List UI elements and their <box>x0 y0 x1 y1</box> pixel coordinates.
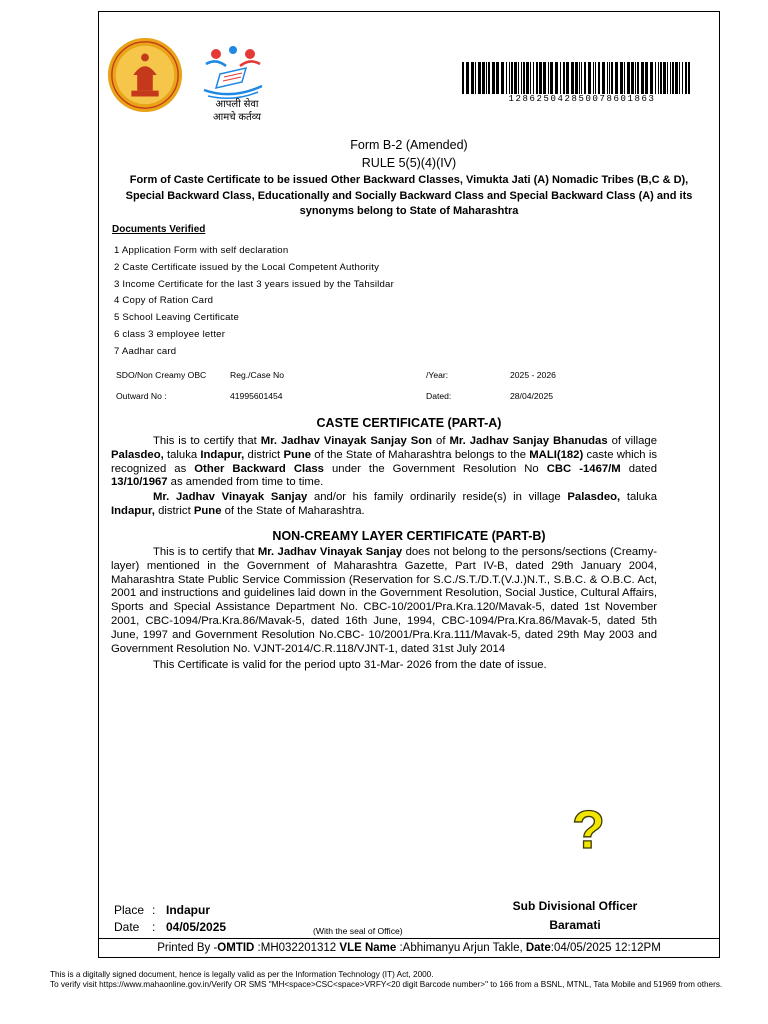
barcode-bar <box>624 62 625 94</box>
list-item: 4 Copy of Ration Card <box>114 295 214 307</box>
reg-case-label: Reg./Case No <box>230 370 284 380</box>
barcode-bar <box>650 62 653 94</box>
barcode-bar <box>663 62 666 94</box>
barcode-bar <box>506 62 507 94</box>
maharashtra-emblem-icon <box>106 36 184 114</box>
part-b-paragraph: This is to certify that Mr. Jadhav Vinayak Sanjay does not belong to the persons/sections (Creamy-layer) mentioned in the Government of Maharashtra Gazette, Part IV-B, dated 29th January 2004, Maharashtra State Public Service Commission (Reservation for S.C./S.T./D.T.(V.J.)N.T., S.B.C. & O.B.C. Act, 2001 and instructions and guidelines laid down in the Government Resolution, Social Justice, Cultural Affairs, Sports and Special Assistance Department No. CBC-10/2001/Pra.Kra.120/Mavak-5, dated 1st November 2001, CBC-1094/Pra.Kra.86/Mavak-5, dated 16th June, 1994, CBC-1094/Pra.Kra.86/Mavak-5, dated 5th June, 1997 and Government Resolution No.CBC- 10/2001/Pra.Kra.111/Mavak-5, dated 29th May 2003 and Government Resolution No. VJNT-2014/C.R.118/VJNT-1, dated 31st July 2014 <box>111 546 657 655</box>
barcode-bar <box>598 62 600 94</box>
documents-list <box>114 244 394 362</box>
barcode-bar <box>486 62 487 94</box>
part-a-heading: CASTE CERTIFICATE (PART-A) <box>316 416 502 430</box>
barcode-bar <box>514 62 517 94</box>
place-colon: : <box>152 903 156 917</box>
rule-number: RULE 5(5)(4)(IV) <box>361 156 457 170</box>
barcode-bar <box>563 62 565 94</box>
outward-label: Outward No : <box>116 391 167 401</box>
barcode-bar <box>526 62 529 94</box>
list-item: 7 Aadhar card <box>114 345 177 357</box>
barcode-bar <box>492 62 495 94</box>
barcode-bar <box>521 62 522 94</box>
barcode-bar <box>593 62 594 94</box>
validity-statement: This Certificate is valid for the period upto 31-Mar- 2026 from the date of issue. <box>153 659 547 672</box>
csc-logo-icon <box>198 44 268 100</box>
barcode-bar <box>615 62 618 94</box>
barcode-bar <box>595 62 596 94</box>
disclaimer-line-2: To verify visit https://www.mahaonline.gov.in/Verify OR SMS "MH<space>CSC<space>VRFY<20 digit Barcode number>" to 166 from a BSNL, MTNL, Tata Mobile and 51969 from others. <box>50 980 723 989</box>
barcode-bar <box>670 62 671 94</box>
outward-value: 41995601454 <box>230 391 283 401</box>
seal-note: (With the seal of Office) <box>313 926 403 936</box>
disclaimer <box>50 970 730 990</box>
barcode-icon <box>460 62 692 94</box>
barcode-bar <box>575 62 578 94</box>
dated-value: 28/04/2025 <box>510 391 554 401</box>
barcode-bar <box>543 62 546 94</box>
form-title: Form B-2 (Amended) <box>350 138 468 152</box>
barcode-bar <box>509 62 510 94</box>
form-description: Form of Caste Certificate to be issued Other Backward Classes, Vimukta Jati (A) Nomadic Tribes (B,C & D), Special Backward Class, Educationally and Socially Backward Class and Special Backward Class (A) and its synonyms belong to State of Maharashtra <box>125 174 693 217</box>
barcode-bar <box>475 62 476 94</box>
barcode-bar <box>530 62 531 94</box>
barcode-bar <box>655 62 656 94</box>
barcode-bar <box>660 62 662 94</box>
barcode-bar <box>667 62 668 94</box>
barcode-bar <box>675 62 678 94</box>
part-a-body <box>111 435 657 519</box>
barcode-bar <box>533 62 534 94</box>
year-label: /Year: <box>426 370 449 380</box>
part-b-body <box>111 546 657 673</box>
barcode-bar <box>555 62 558 94</box>
barcode-bar <box>620 62 623 94</box>
disclaimer-line-1: This is a digitally signed document, hence is legally valid as per the Information Technology (IT) Act, 2000. <box>50 970 434 979</box>
barcode-bar <box>501 62 504 94</box>
barcode-bar <box>611 62 613 94</box>
part-a-paragraph-1: This is to certify that Mr. Jadhav Vinayak Sanjay Son of Mr. Jadhav Sanjay Bhanudas of village Palasdeo, taluka Indapur, district Pune of the State of Maharashtra belongs to the MALI(182) caste which is recognized as Other Backward Class under the Government Resolution No CBC -1467/M dated 13/10/1967 as amended from time to time. <box>111 435 657 489</box>
barcode-bar <box>539 62 542 94</box>
dated-label: Dated: <box>426 391 452 401</box>
sdo-label: SDO/Non Creamy OBC <box>116 370 207 380</box>
documents-heading: Documents Verified <box>112 224 206 235</box>
barcode-bar <box>466 62 469 94</box>
list-item: 1 Application Form with self declaration <box>114 245 289 256</box>
barcode-bar <box>478 62 481 94</box>
barcode-bar <box>571 62 574 94</box>
officer-place: Baramati <box>549 918 601 932</box>
printed-by-line: Printed By -OMTID :MH032201312 VLE Name :Abhimanyu Arjun Takle, Date:04/05/2025 12:12PM <box>98 938 720 954</box>
part-b-heading: NON-CREAMY LAYER CERTIFICATE (PART-B) <box>272 529 546 543</box>
barcode-bar <box>607 62 608 94</box>
barcode-bar <box>685 62 687 94</box>
barcode-bar <box>679 62 680 94</box>
barcode-bar <box>581 62 582 94</box>
date-colon: : <box>152 920 156 934</box>
barcode-bar <box>550 62 553 94</box>
barcode-bar <box>672 62 674 94</box>
date-value: 04/05/2025 <box>166 920 227 934</box>
barcode-bar <box>548 62 549 94</box>
place-value: Indapur <box>166 903 210 917</box>
barcode-bar <box>518 62 519 94</box>
barcode-bar <box>645 62 648 94</box>
list-item: 6 class 3 employee letter <box>114 328 226 340</box>
date-label: Date <box>114 920 140 934</box>
year-value: 2025 - 2026 <box>510 370 556 380</box>
barcode-bar <box>566 62 569 94</box>
barcode-bar <box>688 62 690 94</box>
csc-tagline-line2: आमचे कर्तव्य <box>213 112 261 123</box>
csc-tagline <box>207 98 267 124</box>
barcode-bar <box>462 62 464 94</box>
barcode-bar <box>579 62 580 94</box>
place-label: Place <box>114 903 145 917</box>
barcode-bar <box>609 62 610 94</box>
csc-tagline-line1: आपली सेवा <box>215 99 259 110</box>
barcode-bar <box>682 62 683 94</box>
list-item: 2 Caste Certificate issued by the Local Competent Authority <box>114 261 380 273</box>
barcode-bar <box>637 62 639 94</box>
barcode-bar <box>523 62 525 94</box>
barcode-number: 128625042850078601863 <box>508 94 656 104</box>
barcode-bar <box>635 62 636 94</box>
barcode-bar <box>471 62 474 94</box>
barcode-bar <box>602 62 605 94</box>
barcode-bar <box>631 62 634 94</box>
barcode-bar <box>536 62 538 94</box>
officer-title: Sub Divisional Officer <box>512 899 638 913</box>
barcode-bar <box>588 62 591 94</box>
barcode-bar <box>488 62 490 94</box>
barcode-bar <box>482 62 485 94</box>
part-a-paragraph-2: Mr. Jadhav Vinayak Sanjay and/or his family ordinarily reside(s) in village Palasdeo, taluka Indapur, district Pune of the State of Maharashtra. <box>111 491 657 517</box>
barcode-bar <box>658 62 659 94</box>
list-item: 5 School Leaving Certificate <box>114 312 240 324</box>
barcode-bar <box>511 62 513 94</box>
barcode-bar <box>627 62 630 94</box>
barcode-bar <box>641 62 644 94</box>
barcode-bar <box>560 62 561 94</box>
barcode-bar <box>584 62 586 94</box>
list-item: 3 Income Certificate for the last 3 years issued by the Tahsildar <box>114 278 394 290</box>
question-mark-icon: ? <box>572 800 605 860</box>
barcode-bar <box>496 62 499 94</box>
